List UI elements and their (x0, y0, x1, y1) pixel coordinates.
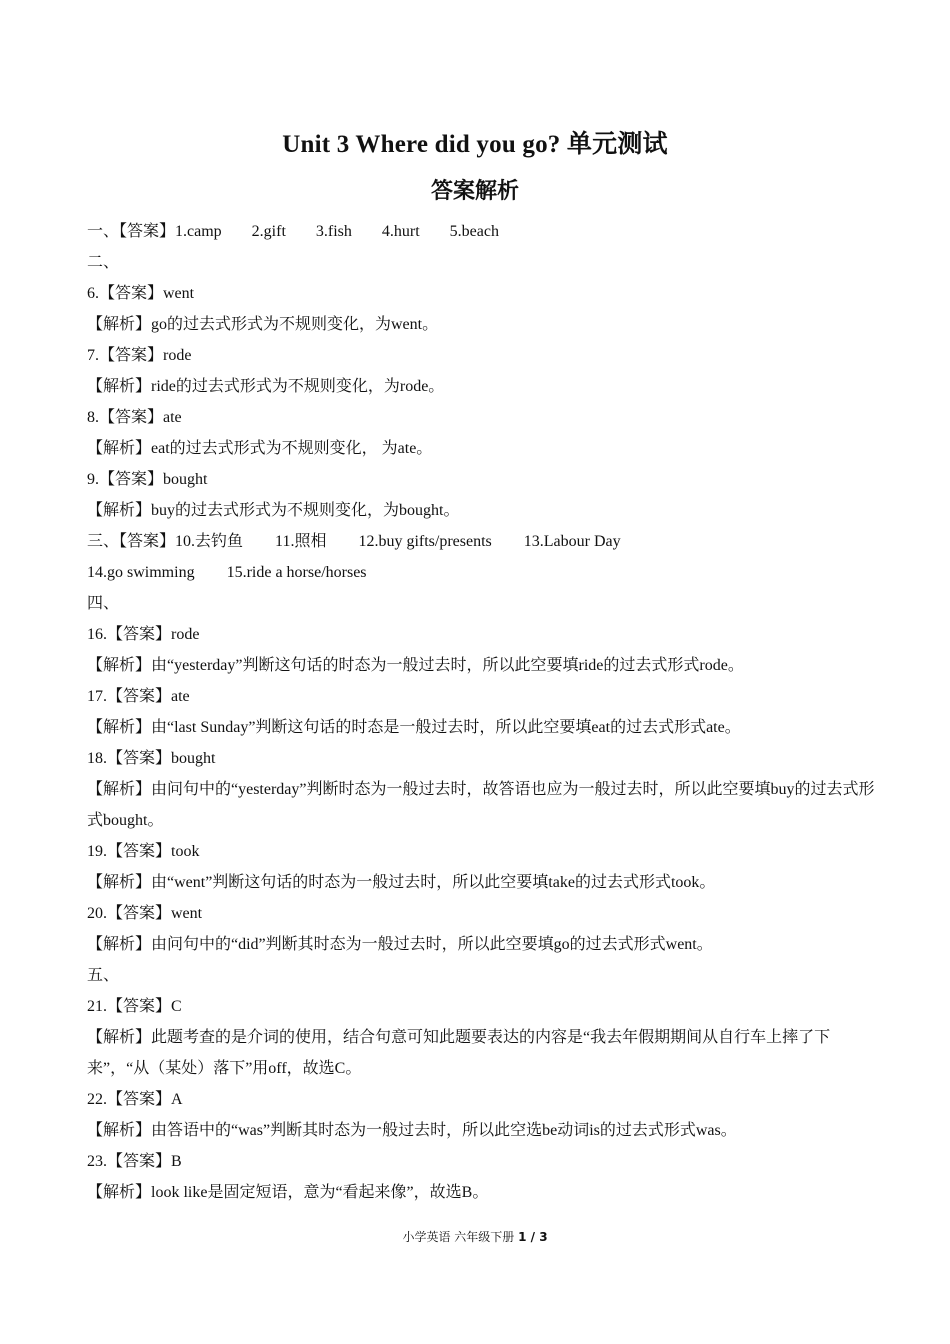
explanation-6: 【解析】go的过去式形式为不规则变化，为went。 (87, 316, 439, 333)
explanation-20: 【解析】由问句中的“did”判断其时态为一般过去时，所以此空要填go的过去式形式went。 (87, 936, 713, 953)
explanation-23: 【解析】look like是固定短语，意为“看起来像”，故选B。 (87, 1184, 489, 1201)
section-1-answers (87, 216, 877, 247)
section-1-prefix: 一、【答案】 (87, 223, 176, 240)
answer-15: 15.ride a horse/horses (226, 564, 367, 581)
answer-6: 6.【答案】went (87, 285, 195, 302)
answer-19: 19.【答案】took (87, 843, 200, 860)
section-3-line-1 (87, 526, 877, 557)
answer-23: 23.【答案】B (87, 1153, 182, 1170)
footer-label: 小学英语 六年级下册 (402, 1230, 515, 1244)
explanation-22: 【解析】由答语中的“was”判断其时态为一般过去时，所以此空选be动词is的过去式形式was。 (87, 1122, 737, 1139)
answer-5: 5.beach (449, 223, 499, 240)
section-5-heading: 五、 (87, 967, 120, 984)
answer-7: 7.【答案】rode (87, 347, 192, 364)
answer-8: 8.【答案】ate (87, 409, 182, 426)
answer-10: 10.去钓鱼 (175, 533, 244, 550)
answer-4: 4.hurt (381, 223, 420, 240)
page-footer (0, 1228, 950, 1245)
section-2-heading: 二、 (87, 254, 120, 271)
explanation-17: 【解析】由“last Sunday”判断这句话的时态是一般过去时，所以此空要填eat的过去式形式ate。 (87, 719, 741, 736)
answer-9: 9.【答案】bought (87, 471, 208, 488)
answer-body (87, 216, 877, 1208)
explanation-16: 【解析】由“yesterday”判断这句话的时态为一般过去时，所以此空要填ride的过去式形式rode。 (87, 657, 744, 674)
explanation-18: 【解析】由问句中的“yesterday”判断时态为一般过去时，故答语也应为一般过去时，所以此空要填buy的过去式形式bought。 (87, 781, 875, 829)
explanation-8: 【解析】eat的过去式形式为不规则变化， 为ate。 (87, 440, 433, 457)
answer-2: 2.gift (251, 223, 286, 240)
page-number: 1 / 3 (518, 1230, 548, 1244)
answer-13: 13.Labour Day (523, 533, 621, 550)
section-3-line-2 (87, 557, 877, 588)
answer-22: 22.【答案】A (87, 1091, 183, 1108)
answer-12: 12.buy gifts/presents (358, 533, 492, 550)
answer-11: 11.照相 (275, 533, 327, 550)
explanation-21: 【解析】此题考查的是介词的使用，结合句意可知此题要表达的内容是“我去年假期期间从自行车上摔了下来”，“从（某处）落下”用off，故选C。 (87, 1029, 831, 1077)
page-title: Unit 3 Where did you go? 单元测试 (282, 131, 668, 158)
explanation-9: 【解析】buy的过去式形式为不规则变化，为bought。 (87, 502, 460, 519)
answer-21: 21.【答案】C (87, 998, 182, 1015)
section-3-prefix: 三、【答案】 (87, 533, 176, 550)
explanation-19: 【解析】由“went”判断这句话的时态为一般过去时，所以此空要填take的过去式形式took。 (87, 874, 716, 891)
answer-3: 3.fish (315, 223, 352, 240)
section-4-heading: 四、 (87, 595, 120, 612)
answer-17: 17.【答案】ate (87, 688, 190, 705)
answer-16: 16.【答案】rode (87, 626, 200, 643)
answer-20: 20.【答案】went (87, 905, 203, 922)
answer-14: 14.go swimming (87, 564, 195, 581)
page-subtitle: 答案解析 (430, 178, 519, 203)
answer-18: 18.【答案】bought (87, 750, 216, 767)
answer-1: 1.camp (175, 223, 222, 240)
explanation-7: 【解析】ride的过去式形式为不规则变化，为rode。 (87, 378, 445, 395)
